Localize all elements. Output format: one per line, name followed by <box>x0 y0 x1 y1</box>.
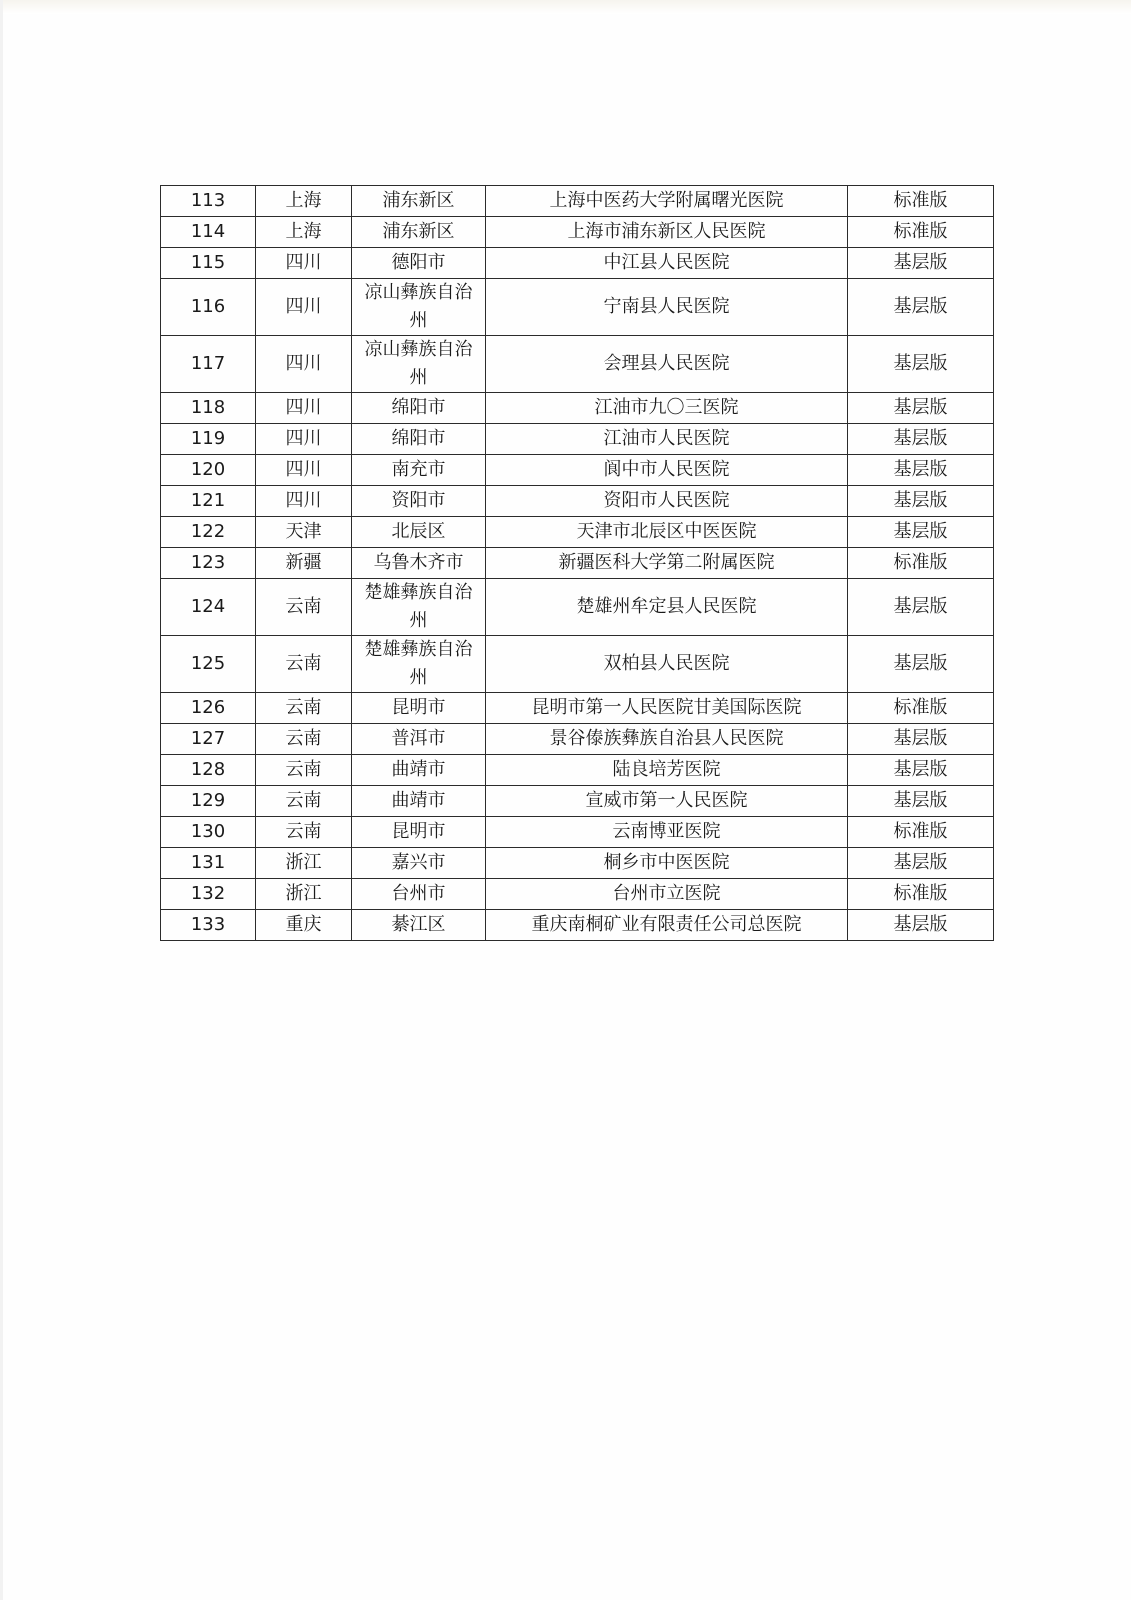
city-text: 楚雄彝族自治州 <box>364 639 473 688</box>
row-number: 130 <box>161 817 256 848</box>
hospital-cell: 双柏县人民医院 <box>486 636 848 693</box>
province-cell: 云南 <box>256 579 352 636</box>
city-text: 绵阳市 <box>391 428 446 449</box>
hospital-cell: 景谷傣族彝族自治县人民医院 <box>486 724 848 755</box>
hospital-cell: 宁南县人民医院 <box>486 279 848 336</box>
scan-edge-left <box>0 0 3 1600</box>
row-number: 114 <box>161 217 256 248</box>
city-text: 浦东新区 <box>382 190 455 211</box>
city-text: 南充市 <box>391 459 446 480</box>
province-cell: 四川 <box>256 424 352 455</box>
hospital-cell: 新疆医科大学第二附属医院 <box>486 548 848 579</box>
hospital-cell: 阆中市人民医院 <box>486 455 848 486</box>
city-cell <box>352 248 486 279</box>
city-text: 曲靖市 <box>391 759 446 780</box>
version-cell: 标准版 <box>848 879 994 910</box>
table-row <box>161 217 994 248</box>
city-cell <box>352 755 486 786</box>
city-cell <box>352 579 486 636</box>
version-cell: 标准版 <box>848 817 994 848</box>
province-cell: 上海 <box>256 217 352 248</box>
scan-edge-top <box>0 0 1131 14</box>
row-number: 115 <box>161 248 256 279</box>
version-cell: 基层版 <box>848 579 994 636</box>
table-row <box>161 393 994 424</box>
city-cell <box>352 786 486 817</box>
province-cell: 新疆 <box>256 548 352 579</box>
version-cell: 标准版 <box>848 217 994 248</box>
province-cell: 上海 <box>256 186 352 217</box>
hospital-cell: 会理县人民医院 <box>486 336 848 393</box>
version-cell: 基层版 <box>848 424 994 455</box>
hospital-list-table <box>160 185 994 941</box>
table-row <box>161 279 994 336</box>
version-cell: 标准版 <box>848 186 994 217</box>
version-cell: 基层版 <box>848 910 994 941</box>
hospital-cell: 上海市浦东新区人民医院 <box>486 217 848 248</box>
province-cell: 云南 <box>256 693 352 724</box>
table-row <box>161 755 994 786</box>
province-cell: 四川 <box>256 248 352 279</box>
version-cell: 基层版 <box>848 455 994 486</box>
version-cell: 标准版 <box>848 693 994 724</box>
hospital-cell: 桐乡市中医医院 <box>486 848 848 879</box>
province-cell: 云南 <box>256 724 352 755</box>
table-row <box>161 636 994 693</box>
province-cell: 四川 <box>256 455 352 486</box>
city-cell <box>352 910 486 941</box>
city-cell <box>352 693 486 724</box>
city-text: 凉山彝族自治州 <box>364 282 473 331</box>
table-row <box>161 786 994 817</box>
version-cell: 基层版 <box>848 279 994 336</box>
table-row <box>161 724 994 755</box>
row-number: 113 <box>161 186 256 217</box>
version-cell: 标准版 <box>848 548 994 579</box>
table-row <box>161 817 994 848</box>
city-text: 台州市 <box>391 883 446 904</box>
row-number: 131 <box>161 848 256 879</box>
hospital-cell: 中江县人民医院 <box>486 248 848 279</box>
province-cell: 四川 <box>256 486 352 517</box>
city-text: 绵阳市 <box>391 397 446 418</box>
province-cell: 浙江 <box>256 879 352 910</box>
row-number: 133 <box>161 910 256 941</box>
city-text: 乌鲁木齐市 <box>373 552 464 573</box>
city-text: 凉山彝族自治州 <box>364 339 473 388</box>
province-cell: 重庆 <box>256 910 352 941</box>
table-row <box>161 879 994 910</box>
city-cell <box>352 336 486 393</box>
row-number: 124 <box>161 579 256 636</box>
city-cell <box>352 879 486 910</box>
city-cell <box>352 455 486 486</box>
hospital-cell: 楚雄州牟定县人民医院 <box>486 579 848 636</box>
row-number: 117 <box>161 336 256 393</box>
city-cell <box>352 424 486 455</box>
table-row <box>161 910 994 941</box>
row-number: 129 <box>161 786 256 817</box>
hospital-cell: 宣威市第一人民医院 <box>486 786 848 817</box>
row-number: 126 <box>161 693 256 724</box>
hospital-cell: 台州市立医院 <box>486 879 848 910</box>
table-row <box>161 248 994 279</box>
city-text: 昆明市 <box>391 697 446 718</box>
hospital-cell: 云南博亚医院 <box>486 817 848 848</box>
city-cell <box>352 393 486 424</box>
row-number: 132 <box>161 879 256 910</box>
city-text: 普洱市 <box>391 728 446 749</box>
province-cell: 四川 <box>256 279 352 336</box>
province-cell: 浙江 <box>256 848 352 879</box>
hospital-cell: 资阳市人民医院 <box>486 486 848 517</box>
table-row <box>161 455 994 486</box>
row-number: 121 <box>161 486 256 517</box>
hospital-cell: 天津市北辰区中医医院 <box>486 517 848 548</box>
city-cell <box>352 548 486 579</box>
row-number: 119 <box>161 424 256 455</box>
city-cell <box>352 817 486 848</box>
city-text: 昆明市 <box>391 821 446 842</box>
city-text: 德阳市 <box>391 252 446 273</box>
version-cell: 基层版 <box>848 486 994 517</box>
city-text: 曲靖市 <box>391 790 446 811</box>
version-cell: 基层版 <box>848 393 994 424</box>
province-cell: 云南 <box>256 636 352 693</box>
city-cell <box>352 517 486 548</box>
city-cell <box>352 486 486 517</box>
row-number: 118 <box>161 393 256 424</box>
city-cell <box>352 848 486 879</box>
row-number: 127 <box>161 724 256 755</box>
hospital-cell: 江油市九〇三医院 <box>486 393 848 424</box>
table-row <box>161 336 994 393</box>
table-row <box>161 517 994 548</box>
city-text: 綦江区 <box>391 914 446 935</box>
version-cell: 基层版 <box>848 755 994 786</box>
version-cell: 基层版 <box>848 724 994 755</box>
city-cell <box>352 186 486 217</box>
province-cell: 四川 <box>256 336 352 393</box>
table-row <box>161 848 994 879</box>
table-row <box>161 424 994 455</box>
version-cell: 基层版 <box>848 517 994 548</box>
version-cell: 基层版 <box>848 786 994 817</box>
row-number: 120 <box>161 455 256 486</box>
city-cell <box>352 636 486 693</box>
row-number: 122 <box>161 517 256 548</box>
version-cell: 基层版 <box>848 336 994 393</box>
city-cell <box>352 279 486 336</box>
province-cell: 四川 <box>256 393 352 424</box>
city-text: 浦东新区 <box>382 221 455 242</box>
row-number: 116 <box>161 279 256 336</box>
version-cell: 基层版 <box>848 848 994 879</box>
table-row <box>161 693 994 724</box>
hospital-cell: 陆良培芳医院 <box>486 755 848 786</box>
table-row <box>161 486 994 517</box>
province-cell: 云南 <box>256 786 352 817</box>
row-number: 125 <box>161 636 256 693</box>
hospital-cell: 江油市人民医院 <box>486 424 848 455</box>
city-text: 楚雄彝族自治州 <box>364 582 473 631</box>
version-cell: 基层版 <box>848 248 994 279</box>
table-row <box>161 548 994 579</box>
hospital-cell: 重庆南桐矿业有限责任公司总医院 <box>486 910 848 941</box>
province-cell: 天津 <box>256 517 352 548</box>
table-row <box>161 579 994 636</box>
city-text: 嘉兴市 <box>391 852 446 873</box>
city-cell <box>352 217 486 248</box>
table-body <box>161 186 994 941</box>
hospital-cell: 昆明市第一人民医院甘美国际医院 <box>486 693 848 724</box>
city-text: 资阳市 <box>391 490 446 511</box>
row-number: 123 <box>161 548 256 579</box>
hospital-cell: 上海中医药大学附属曙光医院 <box>486 186 848 217</box>
version-cell: 基层版 <box>848 636 994 693</box>
city-cell <box>352 724 486 755</box>
city-text: 北辰区 <box>391 521 446 542</box>
province-cell: 云南 <box>256 755 352 786</box>
row-number: 128 <box>161 755 256 786</box>
table-row <box>161 186 994 217</box>
province-cell: 云南 <box>256 817 352 848</box>
